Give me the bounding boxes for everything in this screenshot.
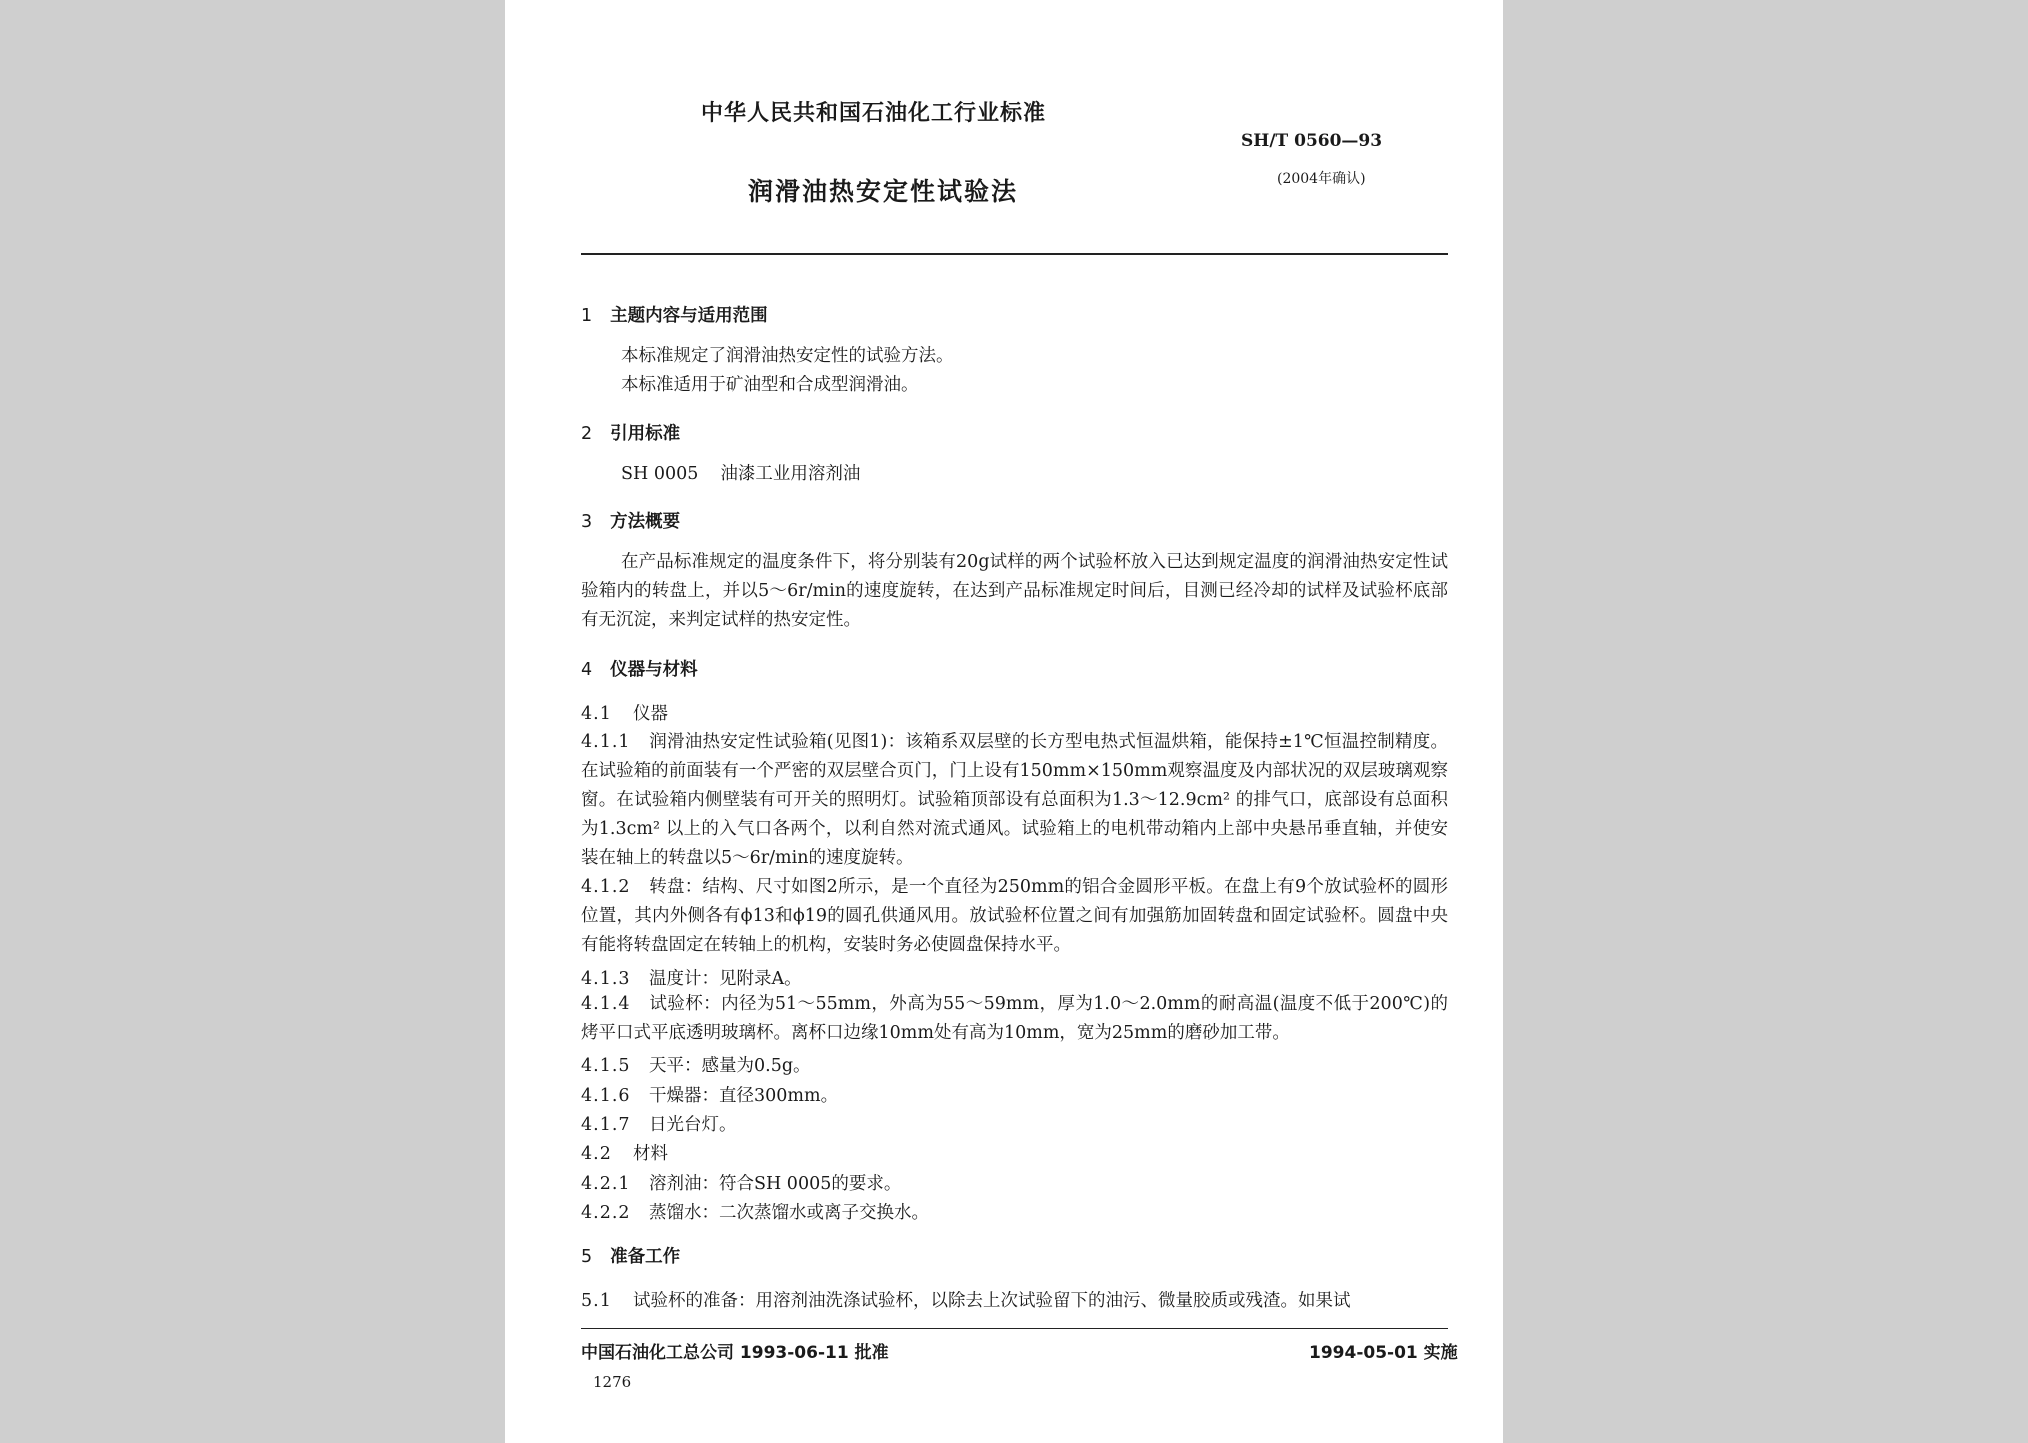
- clause-4-1: [581, 700, 668, 725]
- footer-issuer: 中国石油化工总公司 1993-06-11 批准: [581, 1343, 889, 1363]
- section-3-para: 在产品标准规定的温度条件下，将分别装有20g试样的两个试验杯放入已达到规定温度的润滑油热安定性试验箱内的转盘上，并以5～6r/min的速度旋转，在达到产品标准规定时间后，目测已经冷却的试样及试验杯底部有无沉淀，来判定试样的热安定性。: [581, 552, 1448, 630]
- clause-4-1-2-number: 4.1.2: [581, 877, 631, 897]
- reference-entry: [621, 460, 860, 489]
- confirmation-note: (2004年确认): [1277, 171, 1366, 187]
- clause-4-2-number: 4.2: [581, 1144, 612, 1164]
- section-2-number: 2: [581, 424, 593, 444]
- publisher-heading: 中华人民共和国石油化工行业标准: [701, 101, 1047, 126]
- clause-4-1-1: [581, 728, 1448, 873]
- clause-5-1-number: 5.1: [581, 1291, 612, 1311]
- clause-4-1-5-text: 天平：感量为0.5g。: [649, 1056, 811, 1076]
- clause-5-1: [581, 1287, 1351, 1312]
- footer-divider: [581, 1328, 1448, 1329]
- clause-4-2: [581, 1140, 668, 1165]
- page-number: 1276: [593, 1373, 632, 1391]
- section-2-heading: [581, 420, 680, 445]
- section-3-heading: [581, 508, 680, 533]
- clause-4-2-2-text: 蒸馏水：二次蒸馏水或离子交换水。: [649, 1203, 929, 1223]
- section-1-number: 1: [581, 306, 593, 326]
- clause-5-1-text: 试验杯的准备：用溶剂油洗涤试验杯，以除去上次试验留下的油污、微量胶质或残渣。如果试: [633, 1291, 1351, 1311]
- section-3-title: 方法概要: [610, 512, 681, 532]
- clause-4-2-1-number: 4.2.1: [581, 1174, 631, 1194]
- section-5-number: 5: [581, 1247, 593, 1267]
- clause-4-2-1: [581, 1170, 901, 1195]
- clause-4-1-4-text: 试验杯：内径为51～55mm，外高为55～59mm，厚为1.0～2.0mm的耐高温(温度不低于200℃)的烤平口式平底透明玻璃杯。离杯口边缘10mm处有高为10mm，宽为25mm的磨砂加工带。: [581, 994, 1448, 1043]
- section-3-number: 3: [581, 512, 593, 532]
- clause-4-2-title: 材料: [633, 1144, 668, 1164]
- document-title: 润滑油热安定性试验法: [748, 177, 1019, 206]
- section-2-title: 引用标准: [610, 424, 681, 444]
- clause-4-1-3: [581, 965, 802, 990]
- clause-4-2-2: [581, 1199, 929, 1224]
- document-page: [505, 0, 1503, 1443]
- clause-4-1-4-number: 4.1.4: [581, 994, 631, 1014]
- clause-4-1-3-text: 温度计：见附录A。: [649, 969, 802, 989]
- reference-code: SH 0005: [621, 464, 699, 484]
- section-4-number: 4: [581, 660, 593, 680]
- section-1-title: 主题内容与适用范围: [610, 306, 768, 326]
- reference-title: 油漆工业用溶剂油: [720, 464, 861, 484]
- section-5-title: 准备工作: [610, 1247, 681, 1267]
- clause-4-1-1-text: 润滑油热安定性试验箱(见图1)：该箱系双层壁的长方型电热式恒温烘箱，能保持±1℃恒温控制精度。在试验箱的前面装有一个严密的双层壁合页门，门上设有150mm×150mm观察温度及内部状况的双层玻璃观察窗。在试验箱内侧壁装有可开关的照明灯。试验箱顶部设有总面积为1.3～12.9cm² 的排气口，底部设有总面积为1.3cm² 以上的入气口各两个，以利自然对流式通风。试验箱上的电机带动箱内上部中央悬吊垂直轴，并使安装在轴上的转盘以5～6r/min的速度旋转。: [581, 732, 1448, 868]
- clause-4-2-1-text: 溶剂油：符合SH 0005的要求。: [649, 1174, 902, 1194]
- standard-code: SH/T 0560—93: [1241, 131, 1383, 151]
- clause-4-1-7-text: 日光台灯。: [649, 1115, 737, 1135]
- header-divider: [581, 253, 1448, 255]
- clause-4-1-2: [581, 873, 1448, 960]
- section-1-para-2: 本标准适用于矿油型和合成型润滑油。: [621, 375, 919, 395]
- clause-4-1-5-number: 4.1.5: [581, 1056, 631, 1076]
- clause-4-1-number: 4.1: [581, 704, 612, 724]
- clause-4-1-6: [581, 1082, 838, 1107]
- clause-4-1-1-number: 4.1.1: [581, 732, 631, 752]
- clause-4-1-7-number: 4.1.7: [581, 1115, 631, 1135]
- clause-4-1-title: 仪器: [633, 704, 668, 724]
- footer-effective-date: 1994-05-01 实施: [1309, 1343, 1458, 1363]
- clause-4-1-6-number: 4.1.6: [581, 1086, 631, 1106]
- section-4-heading: [581, 656, 698, 681]
- clause-4-1-5: [581, 1052, 811, 1077]
- section-1-para-1: 本标准规定了润滑油热安定性的试验方法。: [621, 346, 954, 366]
- section-4-title: 仪器与材料: [610, 660, 698, 680]
- clause-4-2-2-number: 4.2.2: [581, 1203, 631, 1223]
- section-5-heading: [581, 1243, 680, 1268]
- clause-4-1-6-text: 干燥器：直径300mm。: [649, 1086, 839, 1106]
- section-1-heading: [581, 302, 768, 327]
- clause-4-1-4: [581, 990, 1448, 1048]
- clause-4-1-2-text: 转盘：结构、尺寸如图2所示，是一个直径为250mm的铝合金圆形平板。在盘上有9个放试验杯的圆形位置，其内外侧各有ϕ13和ϕ19的圆孔供通风用。放试验杯位置之间有加强筋加固转盘和固定试验杯。圆盘中央有能将转盘固定在转轴上的机构，安装时务必使圆盘保持水平。: [581, 877, 1448, 955]
- clause-4-1-7: [581, 1111, 737, 1136]
- clause-4-1-3-number: 4.1.3: [581, 969, 631, 989]
